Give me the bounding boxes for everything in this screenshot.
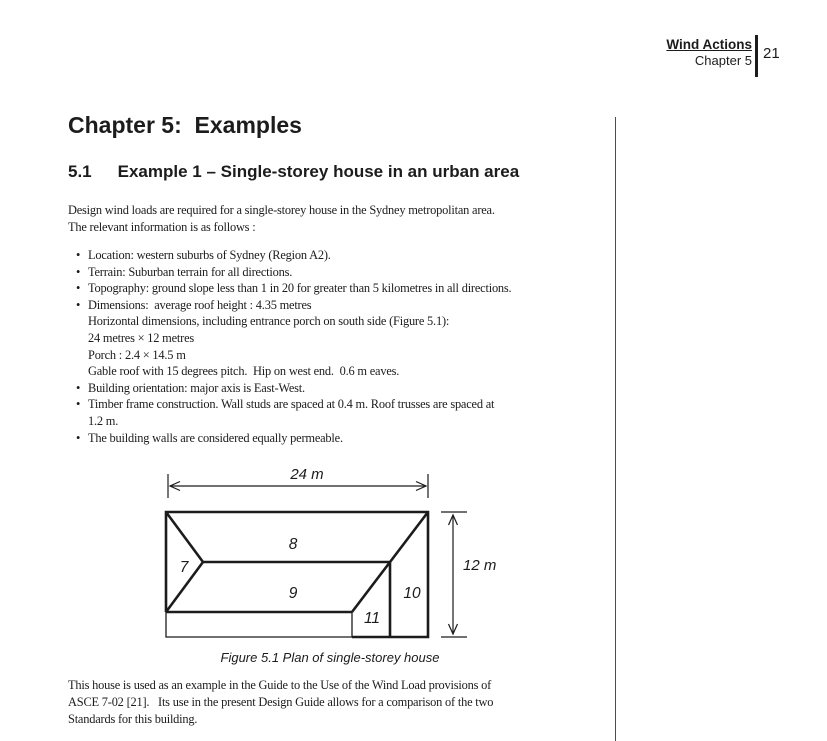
roof-plan-outline: [166, 512, 428, 637]
paragraph-line: Design wind loads are required for a single-storey house in the Sydney metropolitan area.: [68, 203, 495, 217]
list-item-line: • The building walls are considered equally permeable.: [88, 430, 343, 445]
paragraph-line: This house is used as an example in the Guide to the Use of the Wind Load provisions of: [68, 678, 492, 692]
zone-label-9: 9: [288, 585, 298, 602]
zone-label-8: 8: [288, 536, 298, 553]
list-item-line: Gable roof with 15 degrees pitch. Hip on west end. 0.6 m eaves.: [88, 364, 400, 379]
list-item-line: • Building orientation: major axis is East-West.: [88, 380, 305, 395]
list-item: [68, 380, 511, 397]
right-page-rule: [615, 117, 616, 741]
house-plan-figure: [150, 460, 510, 650]
header-chapter-label: Chapter 5: [694, 53, 752, 68]
list-item: [68, 264, 511, 281]
list-item: [68, 430, 511, 447]
intro-paragraph: [68, 202, 495, 236]
list-item-line: Horizontal dimensions, including entrance porch on south side (Figure 5.1):: [88, 314, 450, 329]
list-item-line: • Dimensions: average roof height : 4.35 metres: [88, 297, 312, 312]
width-dimension-arrow: [168, 466, 428, 498]
header-divider: [755, 35, 758, 77]
zone-label-10: 10: [403, 585, 421, 602]
list-item-line: Porch : 2.4 × 14.5 m: [88, 347, 186, 362]
list-item: [68, 396, 511, 429]
list-item-line: 24 metres × 12 metres: [88, 330, 195, 345]
list-item: [68, 280, 511, 297]
list-item-line: • Location: western suburbs of Sydney (Region A2).: [88, 248, 331, 262]
paragraph-line: Standards for this building.: [68, 712, 198, 726]
list-item-line: • Topography: ground slope less than 1 in 20 for greater than 5 kilometres in all directions.: [88, 281, 512, 296]
zone-label-11: 11: [363, 610, 381, 627]
list-item-line: • Timber frame construction. Wall studs are spaced at 0.4 m. Roof trusses are spaced at: [88, 397, 495, 412]
header-book-title: Wind Actions: [666, 37, 752, 52]
paragraph-line: The relevant information is as follows :: [68, 220, 256, 234]
section-number: 5.1: [68, 162, 92, 181]
chapter-heading: Chapter 5: Examples: [68, 112, 302, 138]
list-item-line: • Terrain: Suburban terrain for all directions.: [88, 264, 293, 279]
running-header: [666, 37, 752, 69]
list-item-line: 1.2 m.: [88, 413, 119, 428]
width-dimension-label: 24 m: [290, 466, 324, 483]
page-number: 21: [763, 45, 780, 62]
porch-outline: [166, 612, 352, 637]
paragraph-line: ASCE 7-02 [21]. Its use in the present Design Guide allows for a comparison of the two: [68, 695, 494, 709]
height-dimension-arrow: [441, 512, 496, 637]
section-title-text: Example 1 – Single-storey house in an urban area: [117, 162, 520, 181]
closing-paragraph: [68, 677, 493, 728]
list-item: [68, 297, 511, 380]
zone-label-7: 7: [179, 559, 189, 576]
list-item: [68, 247, 511, 264]
figure-caption: Figure 5.1 Plan of single-storey house: [220, 650, 440, 665]
height-dimension-label: 12 m: [463, 557, 497, 574]
information-list: [68, 247, 511, 446]
section-heading: [68, 162, 519, 182]
